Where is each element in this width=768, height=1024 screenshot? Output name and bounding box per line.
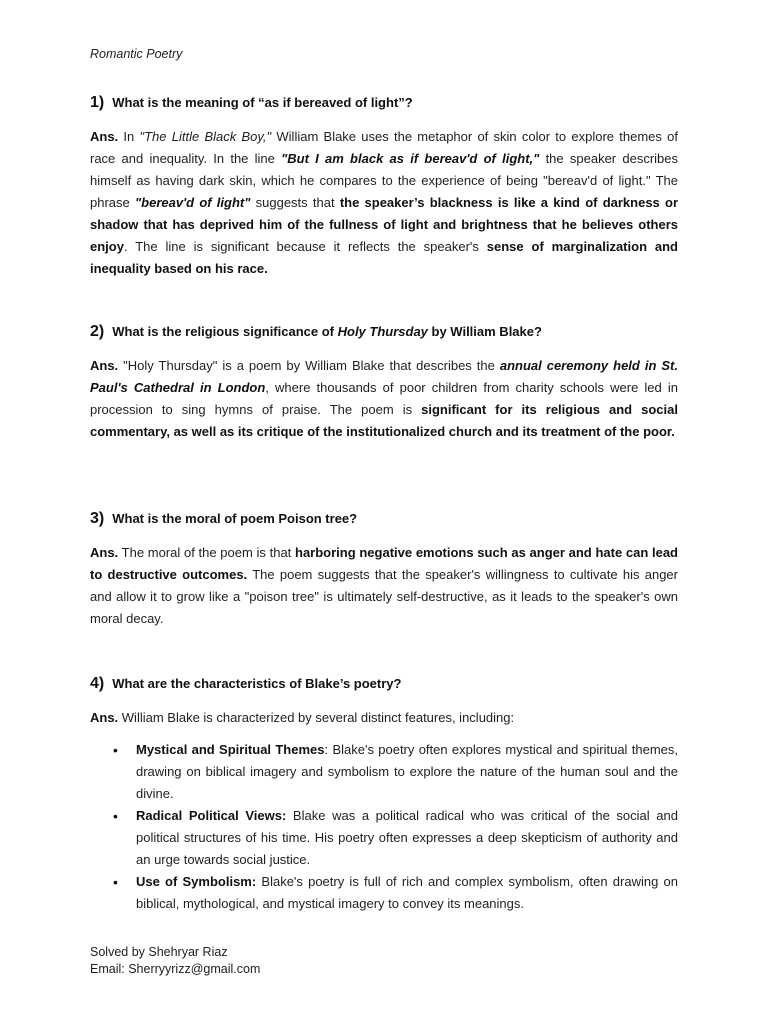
- question-2-number: 2): [90, 323, 105, 340]
- text-run: . The line is significant because it reflects the speaker's: [123, 239, 487, 254]
- characteristic-item: [90, 739, 678, 805]
- question-3-text: What is the moral of poem Poison tree?: [112, 511, 358, 526]
- question-3: [90, 510, 357, 528]
- text-run: Ans.: [90, 358, 119, 373]
- text-run: Ans.: [90, 129, 119, 144]
- text-run: "bereav'd of light": [134, 195, 251, 210]
- question-1-text: What is the meaning of “as if bereaved of light”?: [112, 95, 413, 110]
- characteristic-term: Mystical and Spiritual Themes: [136, 742, 325, 757]
- characteristic-item: [90, 871, 678, 915]
- answer-4: [90, 707, 678, 729]
- text-run: , where thousands of poor children from charity schools were led in procession to sing hymns of praise. The poem is: [90, 380, 678, 417]
- characteristic-item: [90, 805, 678, 871]
- characteristic-text: Blake's poetry is full of rich and complex symbolism, often drawing on biblical, mythological, and mystical imagery to convey its meanings.: [136, 874, 678, 911]
- text-run: harboring negative emotions such as anger and hate can lead to destructive outcomes.: [90, 545, 678, 582]
- characteristic-term: Use of Symbolism:: [136, 874, 257, 889]
- page-header: Romantic Poetry: [90, 47, 183, 61]
- text-run: William Blake uses the metaphor of skin color to explore themes of race and inequality. In the line: [90, 129, 678, 166]
- bullet-icon: •: [113, 742, 118, 758]
- text-run: Ans.: [90, 710, 119, 725]
- question-4-number: 4): [90, 675, 105, 692]
- characteristic-text: Blake's poetry often explores mystical and spiritual themes, drawing on biblical imagery and symbolism to explore the nature of the human soul and the divine.: [136, 742, 678, 801]
- text-run: "Holy Thursday" is a poem by William Blake that describes the: [118, 358, 500, 373]
- text-run: Ans.: [90, 545, 119, 560]
- text-run: What is the religious significance of: [112, 324, 338, 339]
- page-footer: [90, 944, 260, 978]
- text-run: annual ceremony held in St. Paul's Cathedral in London: [90, 358, 678, 395]
- question-1-number: 1): [90, 94, 105, 111]
- text-run: "But I am black as if bereav'd of light,": [281, 151, 540, 166]
- footer-email: Email: Sherryyrizz@gmail.com: [90, 962, 261, 976]
- question-2-text: [112, 324, 542, 339]
- answer-3: [90, 542, 678, 630]
- text-run: William Blake is characterized by several distinct features, including:: [118, 710, 515, 725]
- bullet-icon: •: [113, 808, 118, 824]
- question-2: [90, 323, 542, 341]
- text-run: the speaker describes himself as having dark skin, which he compares to the experience of being "bereav'd of light." The phrase: [90, 151, 678, 210]
- characteristic-separator: :: [324, 742, 329, 757]
- text-run: sense of marginalization and inequality based on his race.: [90, 239, 678, 276]
- characteristic-term: Radical Political Views:: [136, 808, 287, 823]
- bullet-icon: •: [113, 874, 118, 890]
- text-run: significant for its religious and social commentary, as well as its critique of the institutionalized church and its treatment of the poor.: [90, 402, 678, 439]
- text-run: In: [118, 129, 140, 144]
- question-4-text: What are the characteristics of Blake’s poetry?: [112, 676, 402, 691]
- answer-2: [90, 355, 678, 443]
- text-run: the speaker’s blackness is like a kind of darkness or shadow that has deprived him of the fullness of light and brightness that he believes others enjoy: [90, 195, 678, 254]
- question-4: [90, 675, 401, 693]
- question-3-number: 3): [90, 510, 105, 527]
- text-run: by William Blake?: [427, 324, 542, 339]
- text-run: Holy Thursday: [337, 324, 428, 339]
- text-run: The poem suggests that the speaker's willingness to cultivate his anger and allow it to grow like a "poison tree" is ultimately self-destructive, as it leads to the speaker's own moral decay.: [90, 567, 678, 626]
- text-run: The moral of the poem is that: [118, 545, 295, 560]
- question-1: [90, 94, 413, 112]
- footer-author: Solved by Shehryar Riaz: [90, 945, 228, 959]
- answer-1: [90, 126, 678, 280]
- characteristic-text: Blake was a political radical who was critical of the social and political structures of his time. His poetry often expresses a deep skepticism of authority and an urge towards social justice.: [136, 808, 678, 867]
- characteristics-list: [90, 739, 678, 915]
- text-run: "The Little Black Boy,": [139, 129, 272, 144]
- text-run: suggests that: [250, 195, 340, 210]
